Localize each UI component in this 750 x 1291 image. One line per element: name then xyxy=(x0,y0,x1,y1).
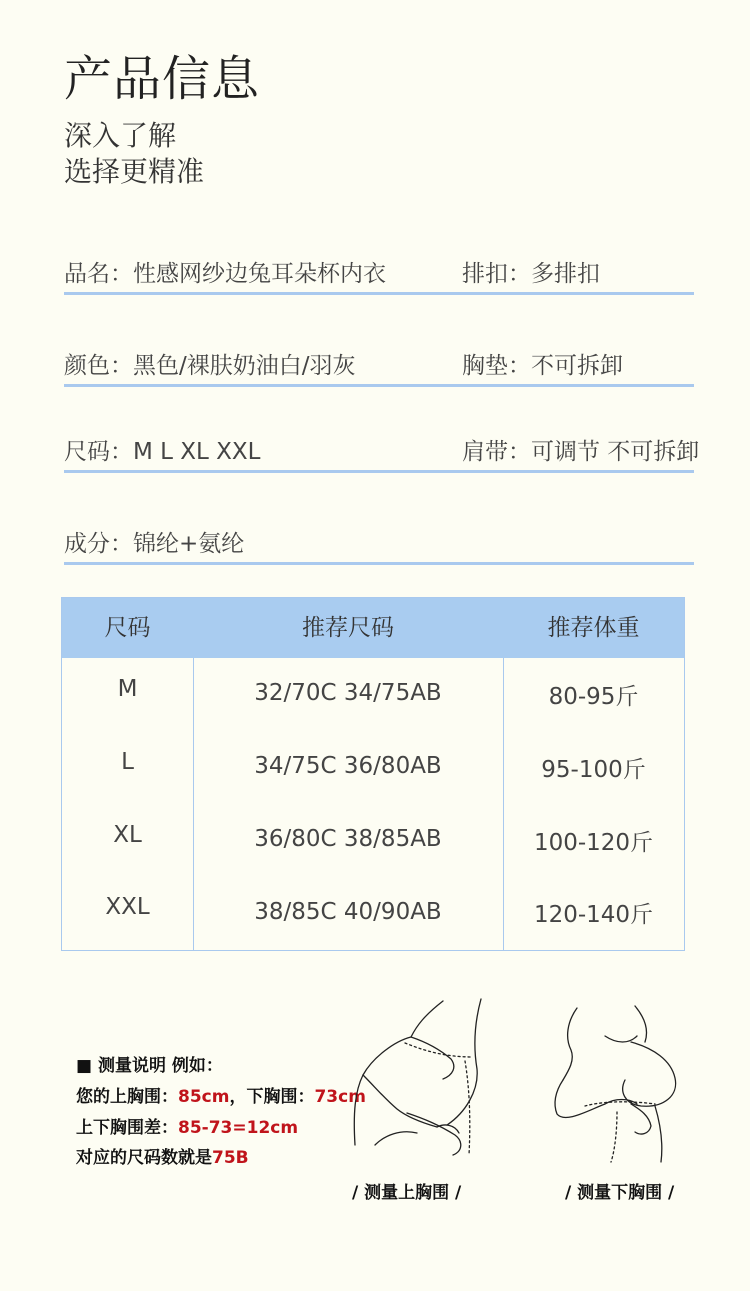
info-row-color xyxy=(64,347,694,387)
hook-type: 排扣：多排扣 xyxy=(462,261,600,287)
measure-text: 上下胸围差： xyxy=(76,1118,178,1138)
table-header xyxy=(62,598,684,658)
divider xyxy=(64,470,694,473)
product-material: 成分：锦纶+氨纶 xyxy=(64,531,245,557)
info-row-size xyxy=(64,433,700,473)
upper-bust-measure-illustration xyxy=(345,995,495,1165)
product-sizes: 尺码：M L XL XXL xyxy=(64,439,261,465)
table-cell-cup: 32/70C 34/75AB xyxy=(254,680,442,706)
table-cell-weight: 95-100斤 xyxy=(541,757,646,783)
info-row-name xyxy=(64,255,694,295)
measure-value: 85cm xyxy=(178,1087,230,1107)
measure-difference-line xyxy=(76,1113,298,1138)
strap-type: 肩带：可调节 不可拆卸 xyxy=(462,439,700,465)
caption-under-bust: / 测量下胸围 / xyxy=(565,1183,675,1203)
measure-result-line xyxy=(76,1143,249,1168)
divider xyxy=(64,384,694,387)
measure-text: 对应的尺码数就是 xyxy=(76,1148,212,1168)
product-name: 品名：性感网纱边兔耳朵杯内衣 xyxy=(64,261,386,287)
pad-type: 胸垫：不可拆卸 xyxy=(462,353,623,379)
under-bust-measure-illustration xyxy=(545,1000,690,1165)
page-title: 产品信息 xyxy=(64,51,261,107)
divider xyxy=(64,292,694,295)
caption-upper-bust: / 测量上胸围 / xyxy=(352,1183,462,1203)
table-cell-size: M xyxy=(117,676,138,702)
subtitle-line-1: 深入了解 xyxy=(64,119,177,152)
product-colors: 颜色：黑色/裸肤奶油白/羽灰 xyxy=(64,353,356,379)
table-cell-cup: 34/75C 36/80AB xyxy=(254,753,442,779)
table-cell-size: XXL xyxy=(105,894,150,920)
table-cell-weight: 80-95斤 xyxy=(548,684,639,710)
table-cell-weight: 100-120斤 xyxy=(533,830,654,856)
measure-text: 您的上胸围： xyxy=(76,1087,178,1107)
table-cell-cup: 36/80C 38/85AB xyxy=(254,826,442,852)
measure-text: ，下胸围： xyxy=(229,1087,315,1107)
measure-heading: ■ 测量说明 例如： xyxy=(76,1056,223,1076)
table-cell-cup: 38/85C 40/90AB xyxy=(254,899,442,925)
divider xyxy=(64,562,694,565)
subtitle-line-2: 选择更精准 xyxy=(64,155,205,188)
measure-value: 85-73=12cm xyxy=(178,1118,299,1138)
measure-example-line xyxy=(76,1082,366,1107)
info-row-material xyxy=(64,525,694,565)
table-header-recommended-size: 推荐尺码 xyxy=(302,615,394,641)
table-cell-size: L xyxy=(121,749,134,775)
size-table xyxy=(61,597,685,951)
table-cell-weight: 120-140斤 xyxy=(533,902,654,928)
measure-value: 73cm xyxy=(314,1087,366,1107)
table-cell-size: XL xyxy=(113,822,142,848)
table-header-recommended-weight: 推荐体重 xyxy=(547,615,640,641)
measure-value: 75B xyxy=(212,1148,249,1168)
table-header-size: 尺码 xyxy=(104,615,151,641)
